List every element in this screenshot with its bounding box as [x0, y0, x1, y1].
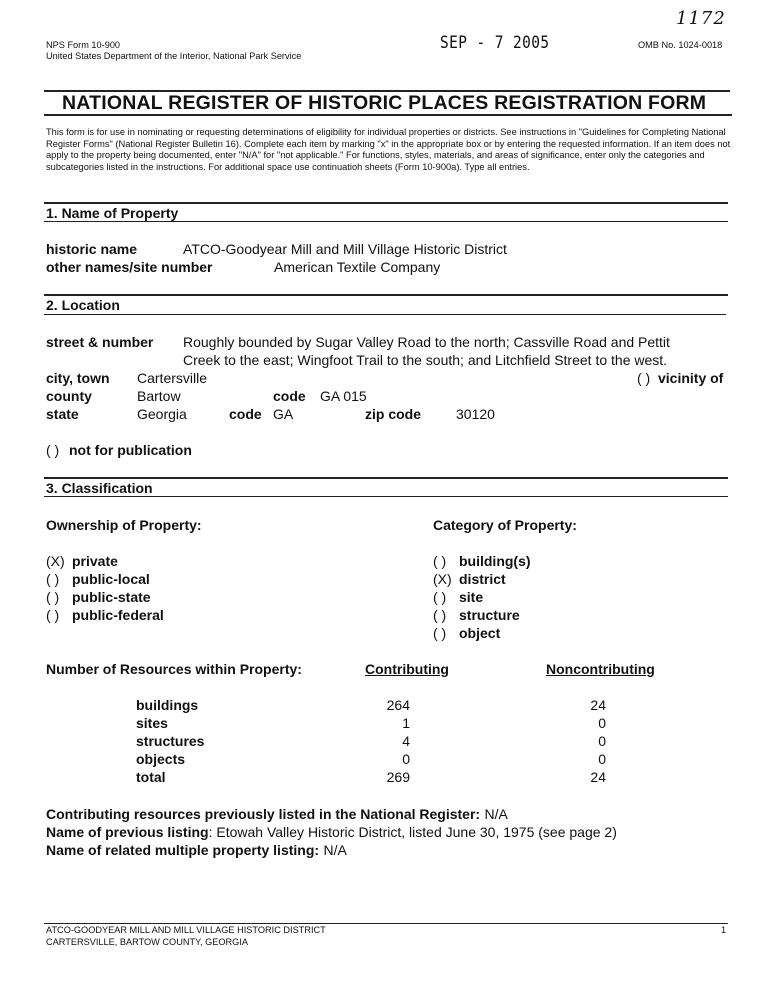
noncontributing-count: 0	[598, 715, 606, 731]
city-value: Cartersville	[137, 370, 208, 386]
contributing-count: 269	[386, 769, 410, 785]
omb-number: OMB No. 1024-0018	[638, 40, 723, 50]
historic-name-value: ATCO-Goodyear Mill and Mill Village Historic District	[183, 241, 507, 257]
noncontributing-column-header: Noncontributing	[546, 661, 655, 677]
related-listing-value: N/A	[323, 842, 347, 858]
ownership-checkbox[interactable]: ( )	[46, 589, 60, 605]
section-heading-location: 2. Location	[46, 297, 120, 313]
not-for-publication-checkbox[interactable]: ( )	[46, 442, 60, 458]
date-stamp: SEP - 7 2005	[440, 33, 550, 53]
contributing-count: 4	[402, 733, 410, 749]
category-checkbox[interactable]: ( )	[433, 589, 447, 605]
category-option-object[interactable]	[433, 625, 633, 643]
page-title: NATIONAL REGISTER OF HISTORIC PLACES REGISTRATION FORM	[62, 92, 707, 114]
section-rule	[44, 202, 728, 204]
section-rule	[44, 477, 728, 479]
resource-type: objects	[136, 751, 186, 767]
category-option-district[interactable]	[433, 571, 633, 589]
resource-type: sites	[136, 715, 168, 731]
table-row	[136, 715, 636, 733]
previous-listing-label: Name of previous listing	[46, 824, 209, 840]
section-heading-name-of-property: 1. Name of Property	[46, 205, 179, 221]
county-code-label: code	[273, 388, 306, 404]
noncontributing-count: 0	[598, 751, 606, 767]
other-names-label: other names/site number	[46, 259, 213, 275]
section-rule	[44, 221, 728, 222]
previous-listing-value: : Etowah Valley Historic District, listed June 30, 1975 (see page 2)	[208, 824, 617, 840]
category-label: building(s)	[459, 553, 531, 569]
not-for-publication-label: not for publication	[69, 442, 192, 458]
city-label: city, town	[46, 370, 110, 386]
category-option-buildings[interactable]	[433, 553, 633, 571]
noncontributing-count: 0	[598, 733, 606, 749]
state-label: state	[46, 406, 79, 422]
ownership-label: private	[72, 553, 118, 569]
table-row	[136, 697, 636, 715]
category-label: district	[459, 571, 506, 587]
category-label: object	[459, 625, 501, 641]
county-value: Bartow	[137, 388, 181, 404]
resource-type: buildings	[136, 697, 199, 713]
section-rule	[44, 496, 728, 497]
zip-value: 30120	[456, 406, 495, 422]
page-number: 1	[721, 925, 727, 935]
category-options	[433, 553, 633, 643]
contributing-column-header: Contributing	[365, 661, 449, 677]
ownership-checkbox[interactable]: ( )	[46, 607, 60, 623]
zip-label: zip code	[365, 406, 422, 422]
state-value: Georgia	[137, 406, 187, 422]
related-listing-line	[46, 842, 347, 860]
previously-listed-value: N/A	[484, 806, 508, 822]
footer-line2: CARTERSVILLE, BARTOW COUNTY, GEORGIA	[46, 937, 249, 947]
instructions-text: This form is for use in nominating or requesting determinations of eligibility for individual properties or districts. See instructions in "Guidelines for Completing National Register Forms" (National Register Bulletin 16). Complete each item by marking "x" in the appropriate box or by entering the requested information. If an item does not apply to the property being documented, enter "N/A" for "not applicable." For functions, styles, materials, and areas of significance, enter only the categories and subcategories listed in the instructions. For additional space use continuatioh sheets (Form 10-900a). Type all entries.	[46, 127, 731, 172]
resource-type: total	[136, 769, 166, 785]
section-heading-classification: 3. Classification	[46, 480, 153, 496]
historic-name-label: historic name	[46, 241, 138, 257]
table-row	[136, 733, 636, 751]
previous-listing-line	[46, 824, 617, 842]
street-value-line2: Creek to the east; Wingfoot Trail to the south; and Litchfield Street to the west.	[183, 352, 668, 368]
contributing-count: 1	[402, 715, 410, 731]
form-number: NPS Form 10-900	[46, 40, 121, 50]
ownership-label: public-federal	[72, 607, 164, 623]
table-row-total	[136, 769, 636, 787]
previously-listed-label: Contributing resources previously listed in the National Register:	[46, 806, 481, 822]
category-heading: Category of Property:	[433, 517, 577, 533]
county-code-value: GA 015	[320, 388, 367, 404]
table-row	[136, 751, 636, 769]
street-label: street & number	[46, 334, 154, 350]
state-code-value: GA	[273, 406, 294, 422]
footer-line1: ATCO-GOODYEAR MILL AND MILL VILLAGE HISTORIC DISTRICT	[46, 925, 326, 935]
category-option-structure[interactable]	[433, 607, 633, 625]
other-names-value: American Textile Company	[274, 259, 441, 275]
category-checkbox[interactable]: ( )	[433, 607, 447, 623]
ownership-checkbox[interactable]: (X)	[46, 553, 65, 569]
category-label: structure	[459, 607, 520, 623]
contributing-count: 264	[386, 697, 410, 713]
title-bottom-rule	[44, 114, 732, 116]
ownership-heading: Ownership of Property:	[46, 517, 202, 533]
contributing-count: 0	[402, 751, 410, 767]
vicinity-label: vicinity of	[658, 370, 724, 386]
ownership-checkbox[interactable]: ( )	[46, 571, 60, 587]
resources-heading: Number of Resources within Property:	[46, 661, 302, 677]
previously-listed-line	[46, 806, 508, 824]
footer-rule	[44, 923, 728, 924]
noncontributing-count: 24	[590, 697, 606, 713]
related-listing-label: Name of related multiple property listing:	[46, 842, 320, 858]
handwritten-number: 1172	[676, 8, 726, 29]
department-name: United States Department of the Interior, National Park Service	[46, 51, 302, 61]
section-rule	[44, 314, 726, 315]
category-checkbox[interactable]: (X)	[433, 571, 452, 587]
noncontributing-count: 24	[590, 769, 606, 785]
ownership-label: public-local	[72, 571, 150, 587]
street-value-line1: Roughly bounded by Sugar Valley Road to the north; Cassville Road and Pettit	[183, 334, 670, 350]
vicinity-checkbox[interactable]: ( )	[637, 370, 651, 386]
section-rule	[44, 294, 728, 296]
resource-type: structures	[136, 733, 205, 749]
state-code-label: code	[229, 406, 262, 422]
category-checkbox[interactable]: ( )	[433, 553, 447, 569]
category-option-site[interactable]	[433, 589, 633, 607]
resources-table	[136, 697, 636, 787]
county-label: county	[46, 388, 92, 404]
ownership-label: public-state	[72, 589, 151, 605]
category-label: site	[459, 589, 484, 605]
category-checkbox[interactable]: ( )	[433, 625, 447, 641]
